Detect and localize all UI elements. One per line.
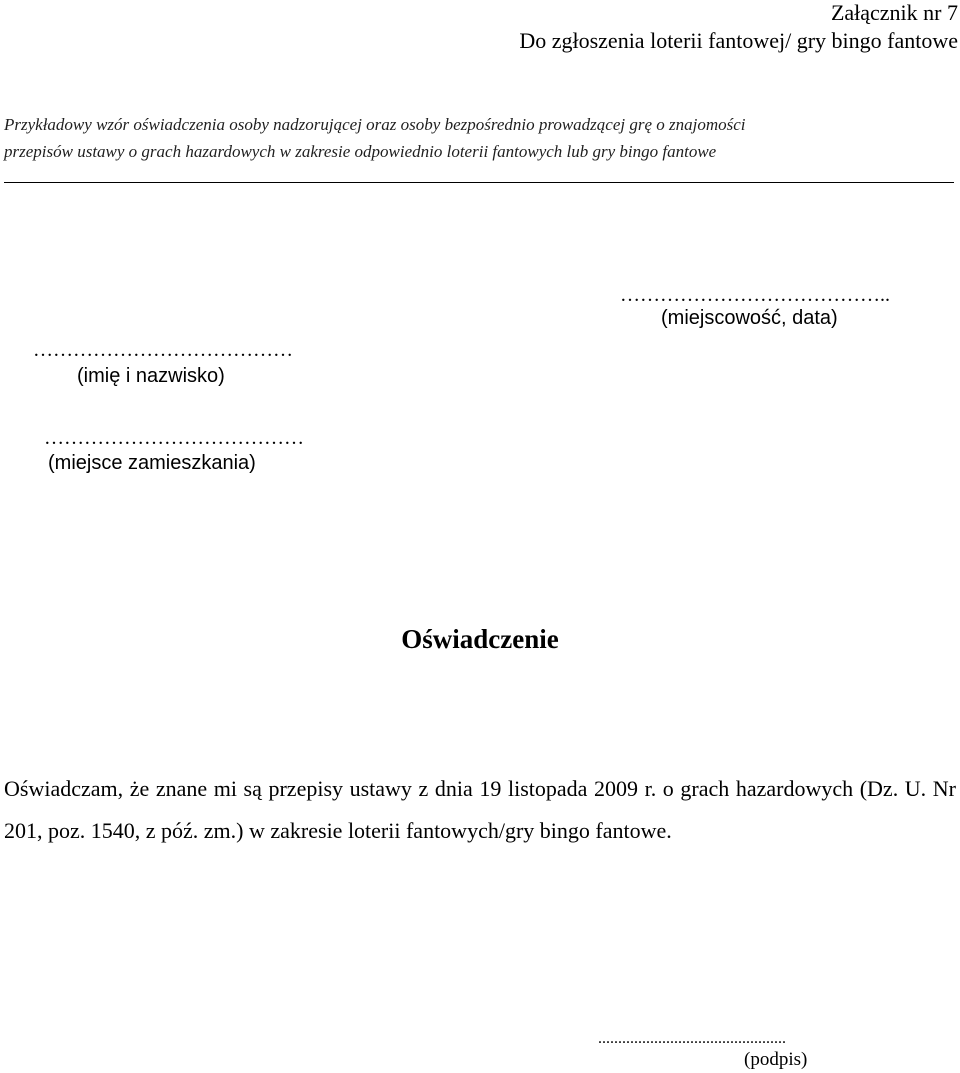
name-dots: ………………………………… [33, 339, 293, 361]
residence-dots: ………………………………… [44, 427, 304, 449]
name-label: (imię i nazwisko) [77, 365, 225, 387]
place-date-dots: ………………………………….. [620, 284, 890, 306]
signature-label: (podpis) [744, 1049, 808, 1070]
intro-line-2: przepisów ustawy o grach hazardowych w zakresie odpowiednio loterii fantowych lub gry bingo fantowe [4, 142, 717, 161]
attachment-number: Załącznik nr 7 [830, 0, 958, 25]
place-date-label: (miejscowość, data) [661, 307, 838, 329]
intro-line-1: Przykładowy wzór oświadczenia osoby nadzorującej oraz osoby bezpośrednio prowadzącej grę o znajomości [4, 115, 746, 134]
statement-text: Oświadczam, że znane mi są przepisy ustawy z dnia 19 listopada 2009 r. o grach hazardowych (Dz. U. Nr 201, poz. 1540, z póź. zm.) w zakresie loterii fantowych/gry bingo fantowe. [4, 776, 956, 843]
residence-label: (miejsce zamieszkania) [48, 452, 256, 474]
signature-dots: ............................................... [598, 1030, 786, 1047]
attachment-subtitle: Do zgłoszenia loterii fantowej/ gry bingo fantowe [519, 28, 958, 53]
document-title: Oświadczenie [401, 624, 559, 654]
separator-line [4, 182, 954, 183]
